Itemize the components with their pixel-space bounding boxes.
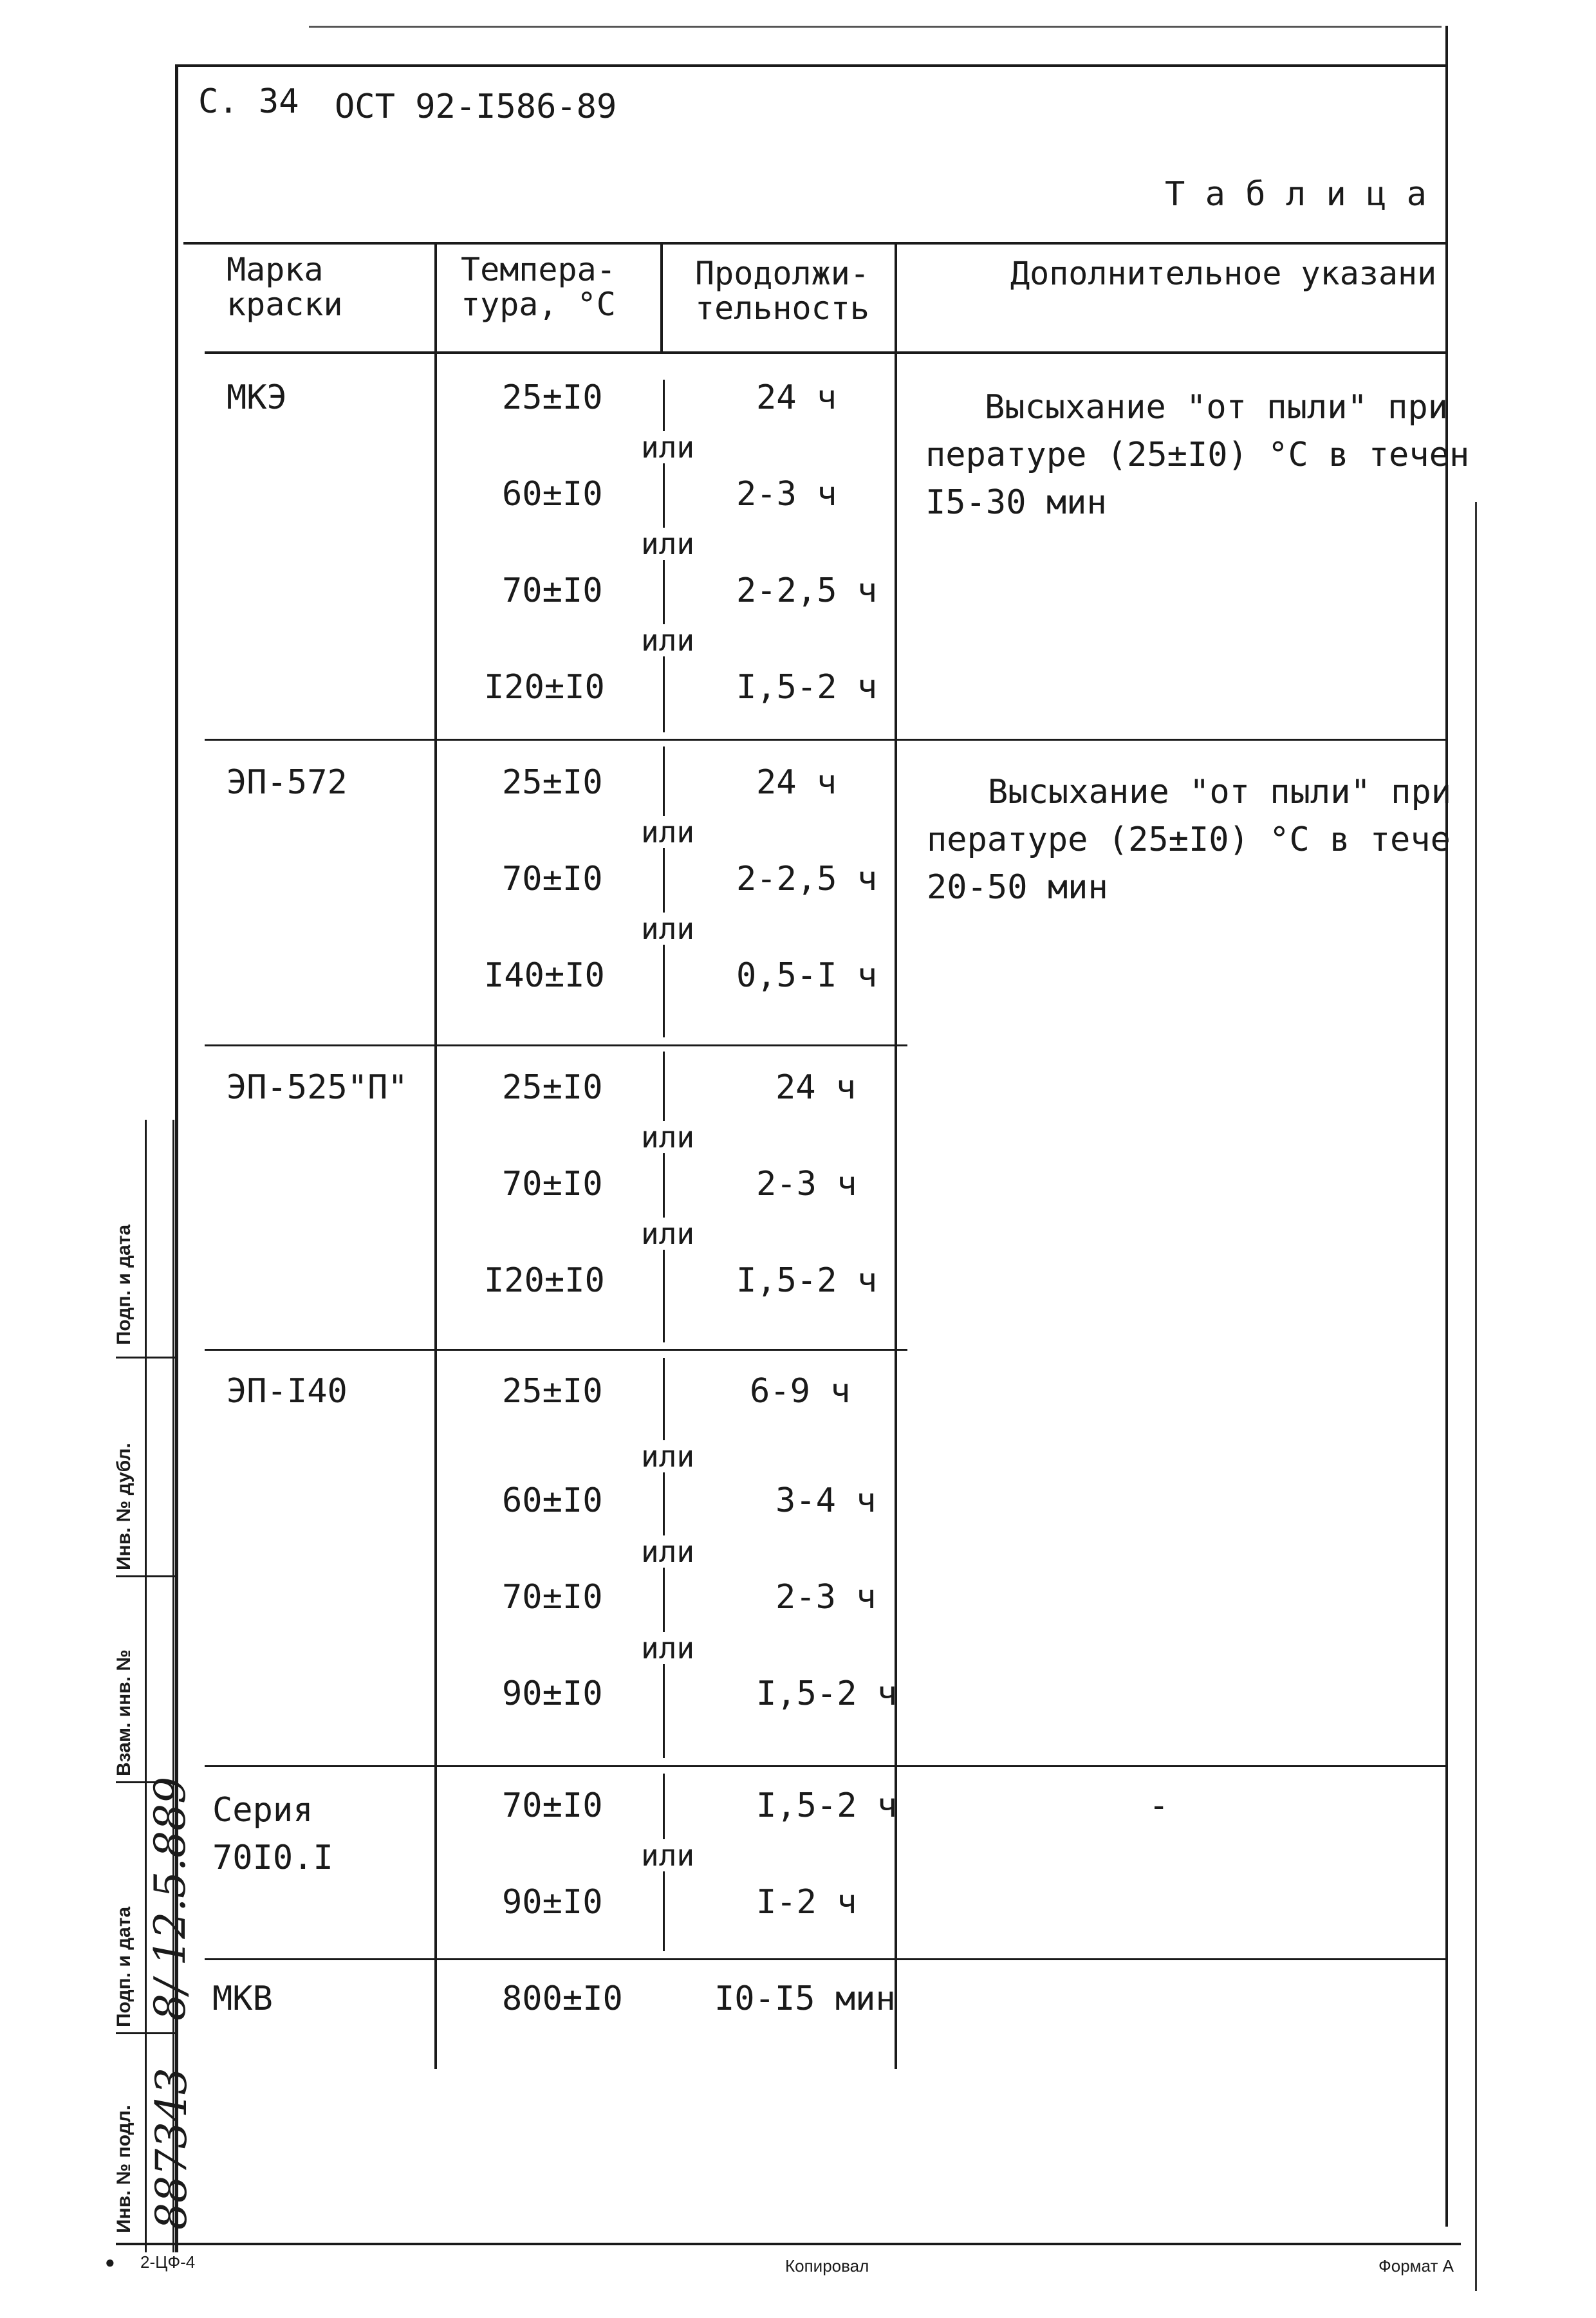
stamp-label-dup-inv: Инв. № дубл.	[113, 1443, 135, 1570]
page-number: С. 34	[198, 82, 299, 121]
note-line: пературе (25±I0) °C в течен	[925, 436, 1470, 474]
footer-copied: Копировал	[785, 2256, 869, 2276]
or-label: или	[641, 815, 695, 849]
duration-value: I0-I5 мин	[714, 1980, 896, 2018]
duration-value: I,5-2 ч	[756, 1786, 898, 1825]
footer-form-code: 2-ЦФ-4	[140, 2252, 196, 2272]
brand-label: МКВ	[212, 1980, 273, 2018]
or-label: или	[641, 430, 695, 465]
temperature-value: I20±I0	[484, 668, 605, 707]
note-line: Высыхание "от пыли" при	[988, 773, 1452, 811]
temperature-value: 70±I0	[502, 1165, 603, 1203]
table-top-rule	[183, 242, 1448, 245]
header-brand: Марка краски	[227, 251, 343, 323]
stamp-label-sign-date-bottom: Подп. и дата	[113, 1906, 135, 2027]
duration-value: I,5-2 ч	[736, 1261, 878, 1300]
note-line: I5-30 мин	[925, 483, 1107, 522]
temperature-value: 90±I0	[502, 1674, 603, 1713]
duration-value: I-2 ч	[756, 1883, 857, 1922]
top-rule	[309, 26, 1442, 28]
frame-top	[175, 64, 1448, 67]
or-label: или	[641, 1120, 695, 1154]
duration-value: 2-3 ч	[756, 1165, 857, 1203]
row-rule-5	[205, 1958, 1448, 1960]
footer-circle-icon: ●	[105, 2252, 115, 2272]
temp-duration-divider	[663, 1052, 665, 1342]
frame-bottom	[116, 2243, 1461, 2245]
or-label: или	[641, 623, 695, 658]
duration-value: 24 ч	[756, 378, 837, 417]
row-rule-2	[205, 1044, 907, 1046]
standard-code: ОСТ 92-I586-89	[335, 88, 617, 126]
col-divider-2	[660, 245, 663, 354]
duration-value: I,5-2 ч	[736, 668, 878, 707]
or-label: или	[641, 911, 695, 946]
or-label: или	[641, 526, 695, 561]
col-divider-1	[434, 245, 437, 2069]
temperature-value: I20±I0	[484, 1261, 605, 1300]
header-temperature: Темпера- тура, °C	[461, 251, 616, 323]
header-bottom-rule	[205, 351, 1448, 354]
brand-label: ЭП-525"П"	[227, 1068, 408, 1107]
duration-value: 3-4 ч	[775, 1481, 877, 1520]
handwritten-signature-date: 8/ 12.5.889	[145, 1776, 195, 2021]
temperature-value: 70±I0	[502, 1786, 603, 1825]
temperature-value: 25±I0	[502, 378, 603, 417]
or-label: или	[641, 1439, 695, 1474]
row-rule-1	[205, 739, 1448, 741]
brand-label: МКЭ	[227, 378, 287, 417]
temperature-value: 800±I0	[502, 1980, 623, 2018]
temperature-value: 70±I0	[502, 1578, 603, 1617]
duration-value: 24 ч	[775, 1068, 857, 1107]
handwritten-inventory-number: 887343	[147, 2068, 196, 2230]
frame-right	[1445, 26, 1448, 2227]
brand-label: Серия 70I0.I	[212, 1791, 333, 1877]
temperature-value: 70±I0	[502, 571, 603, 610]
duration-value: 0,5-I ч	[736, 956, 878, 995]
temperature-value: 60±I0	[502, 475, 603, 514]
row-rule-3	[205, 1349, 907, 1351]
or-label: или	[641, 1838, 695, 1873]
or-label: или	[641, 1216, 695, 1251]
or-label: или	[641, 1534, 695, 1569]
brand-label: ЭП-572	[227, 763, 348, 802]
duration-value: 2-2,5 ч	[736, 860, 878, 898]
header-notes: Дополнительное указани	[1010, 255, 1437, 292]
duration-value: 2-3 ч	[775, 1578, 877, 1617]
duration-value: 2-3 ч	[736, 475, 837, 514]
duration-value: 6-9 ч	[750, 1372, 851, 1411]
temperature-value: 25±I0	[502, 1068, 603, 1107]
stamp-label-sign-date-top: Подп. и дата	[113, 1224, 135, 1345]
brand-label: ЭП-I40	[227, 1372, 348, 1411]
duration-value: I,5-2 ч	[756, 1674, 898, 1713]
stamp-rule-1	[116, 1357, 175, 1358]
duration-value: 24 ч	[756, 763, 837, 802]
duration-value: 2-2,5 ч	[736, 571, 878, 610]
temp-duration-divider	[663, 746, 665, 1037]
stamp-rule-4	[116, 2032, 175, 2034]
temperature-value: 25±I0	[502, 1372, 603, 1411]
table-caption: Т а б л и ц а	[1165, 175, 1427, 214]
note-line: Высыхание "от пыли" при	[985, 388, 1449, 427]
temperature-value: I40±I0	[484, 956, 605, 995]
stamp-rule-2	[116, 1575, 175, 1577]
note-dash: -	[1149, 1786, 1169, 1825]
stamp-label-replace-inv: Взам. инв. №	[113, 1649, 135, 1776]
stamp-label-orig-inv: Инв. № подл.	[113, 2104, 135, 2233]
temperature-value: 70±I0	[502, 860, 603, 898]
temperature-value: 60±I0	[502, 1481, 603, 1520]
frame-right-outer	[1475, 502, 1477, 2291]
temperature-value: 90±I0	[502, 1883, 603, 1922]
header-duration: Продолжи- тельность	[695, 255, 869, 327]
row-rule-4	[205, 1765, 1448, 1767]
temperature-value: 25±I0	[502, 763, 603, 802]
footer-format: Формат А	[1378, 2256, 1454, 2276]
or-label: или	[641, 1631, 695, 1665]
note-line: пературе (25±I0) °C в тече	[927, 821, 1451, 859]
note-line: 20-50 мин	[927, 868, 1108, 907]
